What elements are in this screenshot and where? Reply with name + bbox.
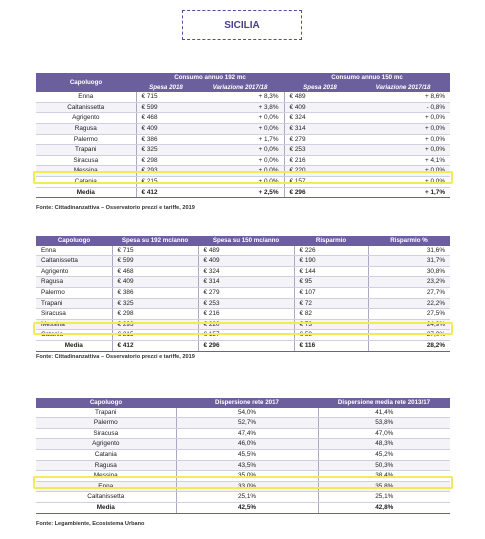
col-header-spesa-192: Spesa su 192 mc/anno xyxy=(112,236,198,246)
media-value: 42,5% xyxy=(176,502,318,513)
table-row xyxy=(36,418,450,429)
city-cell: Messina xyxy=(36,319,112,330)
media-value: € 296 xyxy=(198,340,294,351)
value-cell: € 599 xyxy=(112,256,198,267)
value-cell: € 489 xyxy=(198,246,294,256)
table-row xyxy=(36,330,450,341)
table-row xyxy=(36,134,450,145)
value-cell: + 0,0% xyxy=(356,145,450,156)
value-cell: + 8,3% xyxy=(196,92,284,102)
city-cell: Enna xyxy=(36,92,136,102)
value-cell: 48,3% xyxy=(318,439,450,450)
value-cell: 33,0% xyxy=(176,481,318,492)
value-cell: € 220 xyxy=(284,166,356,177)
value-cell: 35,8% xyxy=(318,481,450,492)
value-cell: € 190 xyxy=(294,256,368,267)
col-header-variazione: Variazione 2017/18 xyxy=(356,83,450,93)
value-cell: € 107 xyxy=(294,287,368,298)
value-cell: + 4,1% xyxy=(356,155,450,166)
value-cell: € 216 xyxy=(284,155,356,166)
value-cell: € 253 xyxy=(284,145,356,156)
value-cell: € 409 xyxy=(284,102,356,113)
value-cell: + 0,0% xyxy=(356,134,450,145)
table-row xyxy=(36,319,450,330)
media-value: + 1,7% xyxy=(356,187,450,198)
value-cell: 30,8% xyxy=(368,266,450,277)
water-consumption-table xyxy=(36,73,450,198)
value-cell: € 157 xyxy=(198,330,294,341)
table-row xyxy=(36,439,450,450)
city-cell: Siracusa xyxy=(36,309,112,320)
value-cell: € 325 xyxy=(112,298,198,309)
media-value: 28,2% xyxy=(368,340,450,351)
city-cell: Catania xyxy=(36,449,176,460)
table-row xyxy=(36,176,450,187)
value-cell: € 226 xyxy=(294,246,368,256)
col-header-risparmio-pct: Risparmio % xyxy=(368,236,450,246)
table-row xyxy=(36,408,450,418)
media-value: 42,8% xyxy=(318,502,450,513)
value-cell: € 324 xyxy=(198,266,294,277)
value-cell: € 599 xyxy=(136,102,196,113)
table-row xyxy=(36,246,450,256)
value-cell: € 386 xyxy=(112,287,198,298)
value-cell: 23,2% xyxy=(368,277,450,288)
table-header-row xyxy=(36,236,450,246)
value-cell: € 468 xyxy=(136,113,196,124)
value-cell: € 298 xyxy=(112,309,198,320)
city-cell: Agrigento xyxy=(36,266,112,277)
value-cell: + 0,0% xyxy=(356,123,450,134)
value-cell: + 0,0% xyxy=(196,123,284,134)
value-cell: € 386 xyxy=(136,134,196,145)
city-cell: Trapani xyxy=(36,145,136,156)
city-cell: Catania xyxy=(36,176,136,187)
value-cell: 53,8% xyxy=(318,418,450,429)
table-row xyxy=(36,166,450,177)
value-cell: € 95 xyxy=(294,277,368,288)
value-cell: + 3,8% xyxy=(196,102,284,113)
media-label: Media xyxy=(36,502,176,513)
value-cell: € 215 xyxy=(136,176,196,187)
table-row xyxy=(36,145,450,156)
city-cell: Trapani xyxy=(36,408,176,418)
table-header-row xyxy=(36,398,450,408)
value-cell: € 314 xyxy=(284,123,356,134)
value-cell: € 298 xyxy=(136,155,196,166)
value-cell: 25,1% xyxy=(318,492,450,503)
value-cell: + 0,0% xyxy=(196,155,284,166)
city-cell: Caltanissetta xyxy=(36,492,176,503)
value-cell: € 253 xyxy=(198,298,294,309)
value-cell: 45,2% xyxy=(318,449,450,460)
value-cell: + 1,7% xyxy=(196,134,284,145)
value-cell: 47,0% xyxy=(318,428,450,439)
value-cell: + 8,6% xyxy=(356,92,450,102)
value-cell: + 0,0% xyxy=(196,113,284,124)
value-cell: € 73 xyxy=(294,319,368,330)
value-cell: + 0,0% xyxy=(196,176,284,187)
table-row xyxy=(36,481,450,492)
value-cell: 43,5% xyxy=(176,460,318,471)
media-value: € 116 xyxy=(294,340,368,351)
source-note: Fonte: Cittadinanzattiva – Osservatorio prezzi e tariffe, 2019 xyxy=(36,205,195,211)
source-note: Fonte: Legambiente, Ecosistema Urbano xyxy=(36,521,145,527)
city-cell: Messina xyxy=(36,471,176,482)
value-cell: € 293 xyxy=(136,166,196,177)
media-value: € 412 xyxy=(112,340,198,351)
value-cell: € 58 xyxy=(294,330,368,341)
col-header-consumo-192: Consumo annuo 192 mc xyxy=(136,73,284,83)
city-cell: Caltanissetta xyxy=(36,102,136,113)
table-row xyxy=(36,471,450,482)
table-row xyxy=(36,309,450,320)
value-cell: 46,0% xyxy=(176,439,318,450)
value-cell: € 144 xyxy=(294,266,368,277)
region-title-box xyxy=(182,10,302,40)
value-cell: € 72 xyxy=(294,298,368,309)
city-cell: Caltanissetta xyxy=(36,256,112,267)
value-cell: € 279 xyxy=(284,134,356,145)
col-header-dispersione-media: Dispersione media rete 2013/17 xyxy=(318,398,450,408)
col-header-capoluogo: Capoluogo xyxy=(36,73,136,92)
value-cell: € 324 xyxy=(284,113,356,124)
table-row xyxy=(36,102,450,113)
col-header-variazione: Variazione 2017/18 xyxy=(196,83,284,93)
media-row xyxy=(36,502,450,513)
value-cell: + 0,0% xyxy=(196,145,284,156)
table-row xyxy=(36,277,450,288)
table-row xyxy=(36,298,450,309)
col-header-capoluogo: Capoluogo xyxy=(36,398,176,408)
city-cell: Catania xyxy=(36,330,112,341)
value-cell: € 715 xyxy=(112,246,198,256)
table-row xyxy=(36,256,450,267)
city-cell: Agrigento xyxy=(36,113,136,124)
media-row xyxy=(36,187,450,198)
value-cell: € 215 xyxy=(112,330,198,341)
city-cell: Enna xyxy=(36,246,112,256)
table-row xyxy=(36,449,450,460)
media-value: € 412 xyxy=(136,187,196,198)
city-cell: Siracusa xyxy=(36,428,176,439)
table-row xyxy=(36,155,450,166)
value-cell: € 409 xyxy=(112,277,198,288)
value-cell: € 216 xyxy=(198,309,294,320)
value-cell: € 489 xyxy=(284,92,356,102)
value-cell: 54,0% xyxy=(176,408,318,418)
value-cell: 27,7% xyxy=(368,287,450,298)
value-cell: 38,4% xyxy=(318,471,450,482)
value-cell: + 0,0% xyxy=(356,113,450,124)
table-header-row xyxy=(36,73,450,83)
value-cell: 27,0% xyxy=(368,330,450,341)
value-cell: € 409 xyxy=(198,256,294,267)
value-cell: 31,6% xyxy=(368,246,450,256)
value-cell: 35,0% xyxy=(176,471,318,482)
savings-table xyxy=(36,236,450,352)
value-cell: 47,4% xyxy=(176,428,318,439)
media-value: + 2,5% xyxy=(196,187,284,198)
city-cell: Ragusa xyxy=(36,460,176,471)
value-cell: € 220 xyxy=(198,319,294,330)
network-dispersion-table xyxy=(36,398,450,514)
region-title: SICILIA xyxy=(224,19,260,31)
value-cell: 41,4% xyxy=(318,408,450,418)
city-cell: Trapani xyxy=(36,298,112,309)
media-label: Media xyxy=(36,340,112,351)
value-cell: € 409 xyxy=(136,123,196,134)
value-cell: € 325 xyxy=(136,145,196,156)
value-cell: 27,5% xyxy=(368,309,450,320)
value-cell: € 82 xyxy=(294,309,368,320)
table-row xyxy=(36,460,450,471)
value-cell: + 0,0% xyxy=(196,166,284,177)
city-cell: Agrigento xyxy=(36,439,176,450)
media-label: Media xyxy=(36,187,136,198)
table-row xyxy=(36,266,450,277)
media-row xyxy=(36,340,450,351)
city-cell: Ragusa xyxy=(36,277,112,288)
table-row xyxy=(36,123,450,134)
col-header-spesa-150: Spesa su 150 mc/anno xyxy=(198,236,294,246)
value-cell: 45,5% xyxy=(176,449,318,460)
value-cell: € 468 xyxy=(112,266,198,277)
table-row xyxy=(36,287,450,298)
city-cell: Palermo xyxy=(36,418,176,429)
col-header-risparmio: Risparmio xyxy=(294,236,368,246)
table-row xyxy=(36,113,450,124)
value-cell: + 0,0% xyxy=(356,176,450,187)
city-cell: Palermo xyxy=(36,287,112,298)
city-cell: Messina xyxy=(36,166,136,177)
col-header-dispersione-2017: Dispersione rete 2017 xyxy=(176,398,318,408)
table-row xyxy=(36,492,450,503)
col-header-capoluogo: Capoluogo xyxy=(36,236,112,246)
value-cell: 22,2% xyxy=(368,298,450,309)
media-value: € 296 xyxy=(284,187,356,198)
value-cell: € 715 xyxy=(136,92,196,102)
city-cell: Ragusa xyxy=(36,123,136,134)
value-cell: 50,3% xyxy=(318,460,450,471)
table-row xyxy=(36,428,450,439)
col-header-consumo-150: Consumo annuo 150 mc xyxy=(284,73,450,83)
col-header-spesa: Spesa 2018 xyxy=(136,83,196,93)
value-cell: € 157 xyxy=(284,176,356,187)
city-cell: Siracusa xyxy=(36,155,136,166)
value-cell: + 0,0% xyxy=(356,166,450,177)
city-cell: Enna xyxy=(36,481,176,492)
value-cell: € 293 xyxy=(112,319,198,330)
city-cell: Palermo xyxy=(36,134,136,145)
source-note: Fonte: Cittadinanzattiva – Osservatorio prezzi e tariffe, 2019 xyxy=(36,354,195,360)
value-cell: € 314 xyxy=(198,277,294,288)
value-cell: - 0,8% xyxy=(356,102,450,113)
value-cell: 24,9% xyxy=(368,319,450,330)
value-cell: 25,1% xyxy=(176,492,318,503)
value-cell: 52,7% xyxy=(176,418,318,429)
table-row xyxy=(36,92,450,102)
value-cell: € 279 xyxy=(198,287,294,298)
col-header-spesa: Spesa 2018 xyxy=(284,83,356,93)
value-cell: 31,7% xyxy=(368,256,450,267)
